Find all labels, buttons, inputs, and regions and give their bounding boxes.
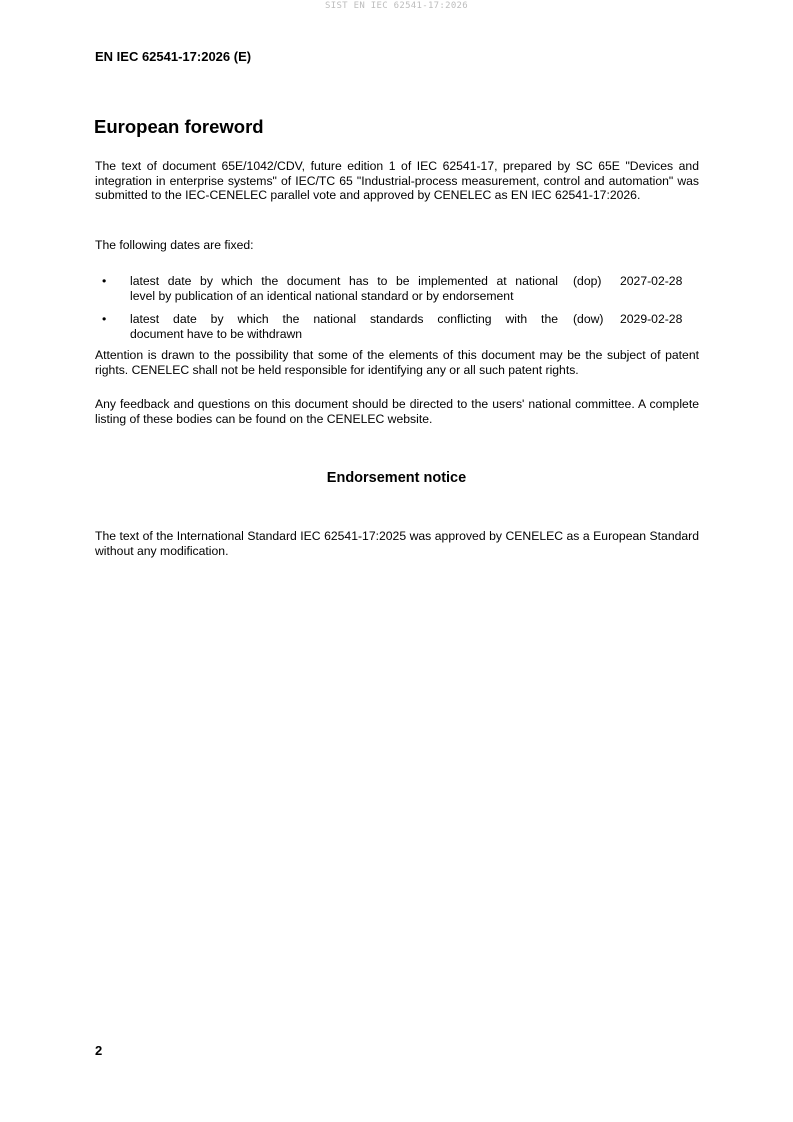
endorsement-paragraph: The text of the International Standard IEC 62541-17:2025 was approved by CENELEC as a European Standard without any modification.: [95, 529, 699, 558]
foreword-paragraph-intro: The text of document 65E/1042/CDV, future edition 1 of IEC 62541-17, prepared by SC 65E "Devices and integration in enterprise systems" of IEC/TC 65 "Industrial-process measurement, control and automation" was submitted to the IEC-CENELEC parallel vote and approved by CENELEC as EN IEC 62541-17:2026.: [95, 159, 699, 203]
date-row-description-line2: document have to be withdrawn: [130, 327, 303, 341]
foreword-paragraph-dates-intro: The following dates are fixed:: [95, 238, 254, 252]
date-row-description-line1: latest date by which the document has to be implemented at national: [130, 274, 558, 288]
document-header: EN IEC 62541-17:2026 (E): [95, 49, 252, 64]
date-row-date: 2027-02-28: [620, 274, 683, 288]
date-row-dow: [95, 312, 699, 344]
date-row-dop: [95, 274, 699, 306]
bullet-icon: •: [102, 274, 107, 288]
date-row-code: (dow): [573, 312, 604, 326]
watermark: SIST EN IEC 62541-17:2026: [325, 1, 468, 11]
date-row-date: 2029-02-28: [620, 312, 683, 326]
date-row-description-line2: level by publication of an identical national standard or by endorsement: [130, 289, 514, 303]
section-title-endorsement: Endorsement notice: [326, 470, 467, 486]
foreword-paragraph-feedback: Any feedback and questions on this document should be directed to the users' national committee. A complete listing of these bodies can be found on the CENELEC website.: [95, 397, 699, 426]
date-row-description-line1: latest date by which the national standards conflicting with the: [130, 312, 558, 326]
date-row-code: (dop): [573, 274, 602, 288]
page-number: 2: [95, 1043, 103, 1058]
page-title: European foreword: [94, 116, 264, 137]
foreword-paragraph-patent: Attention is drawn to the possibility that some of the elements of this document may be the subject of patent rights. CENELEC shall not be held responsible for identifying any or all such patent rights.: [95, 348, 699, 377]
bullet-icon: •: [102, 312, 107, 326]
